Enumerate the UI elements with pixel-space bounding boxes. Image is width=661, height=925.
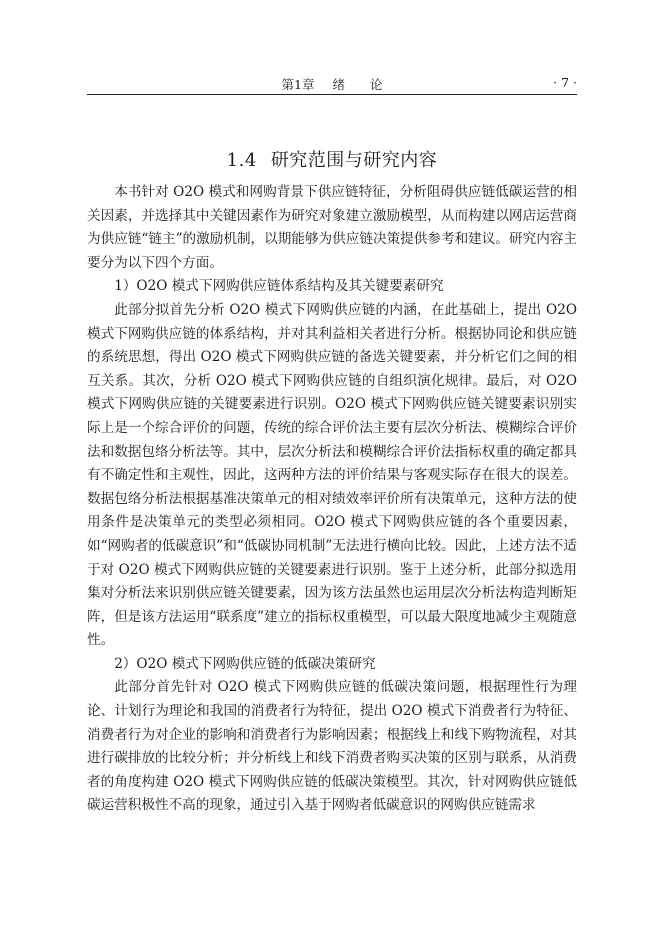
paragraph-1: 此部分拟首先分析 O2O 模式下网购供应链的内涵，在此基础上，提出 O2O 模式下网购供应链的体系结构，并对其利益相关者进行分析。根据协同论和供应链的系统思想，得出 O2O 模式下网购供应链的备选关键要素，并分析它们之间的相互关系。其次，分析 O2O 模式下网购供应链的自组织演化规律。最后，对 O2O 模式下网购供应链的关键要素进行识别。O2O 模式下网购供应链关键要素识别实际上是一个综合评价的问题，传统的综合评价法主要有层次分析法、模糊综合评价法和数据包络分析法等。其中，层次分析法和模糊综合评价法指标权重的确定都具有不确定性和主观性，因此，这两种方法的评价结果与客观实际存在很大的误差。数据包络分析法根据基准决策单元的相对绩效率评价所有决策单元，这种方法的使用条件是决策单元的类型必须相同。O2O 模式下网购供应链的各个重要因素，如“网购者的低碳意识”和“低碳协同机制”无法进行横向比较。因此，上述方法不适于对 O2O 模式下网购供应链的关键要素进行识别。鉴于上述分析，此部分拟选用集对分析法来识别供应链关键要素，因为该方法虽然也运用层次分析法构造判断矩阵，但是该方法运用“联系度”建立的指标权重模型，可以最大限度地减少主观随意性。 <box>87 301 577 649</box>
page-number: · 7 · <box>553 75 577 90</box>
subheading-2: 2）O2O 模式下网购供应链的低碳决策研究 <box>114 655 376 672</box>
section-number: 1.4 <box>226 150 257 171</box>
subheading-1: 1）O2O 模式下网购供应链体系结构及其关键要素研究 <box>114 278 444 295</box>
header-chapter-number: 第1章 <box>281 77 315 92</box>
paragraph-intro: 本书针对 O2O 模式和网购背景下供应链特征，分析阻碍供应链低碳运营的相关因素，并选择其中关键因素作为研究对象建立激励模型，从而构建以网店运营商为供应链“链主”的激励机制，以期能够为供应链决策提供参考和建议。研究内容主要分为以下四个方面。 <box>87 184 577 271</box>
body-text <box>87 181 577 818</box>
paragraph-2: 此部分首先针对 O2O 模式下网购供应链的低碳决策问题，根据理性行为理论、计划行为理论和我国的消费者行为特征，提出 O2O 模式下消费者行为特征、消费者行为对企业的影响和消费者行为影响因素；根据线上和线下购物流程，对其进行碳排放的比较分析；并分析线上和线下消费者购买决策的区别与联系，从消费者的角度构建 O2O 模式下网购供应链的低碳决策模型。其次，针对网购供应链低碳运营积极性不高的现象，通过引入基于网购者低碳意识的网购供应链需求 <box>87 679 577 814</box>
running-header <box>87 74 577 95</box>
section-title: 研究范围与研究内容 <box>270 150 438 171</box>
header-chapter <box>87 75 577 93</box>
header-chapter-title: 绪 论 <box>332 77 383 92</box>
section-heading <box>87 146 577 172</box>
